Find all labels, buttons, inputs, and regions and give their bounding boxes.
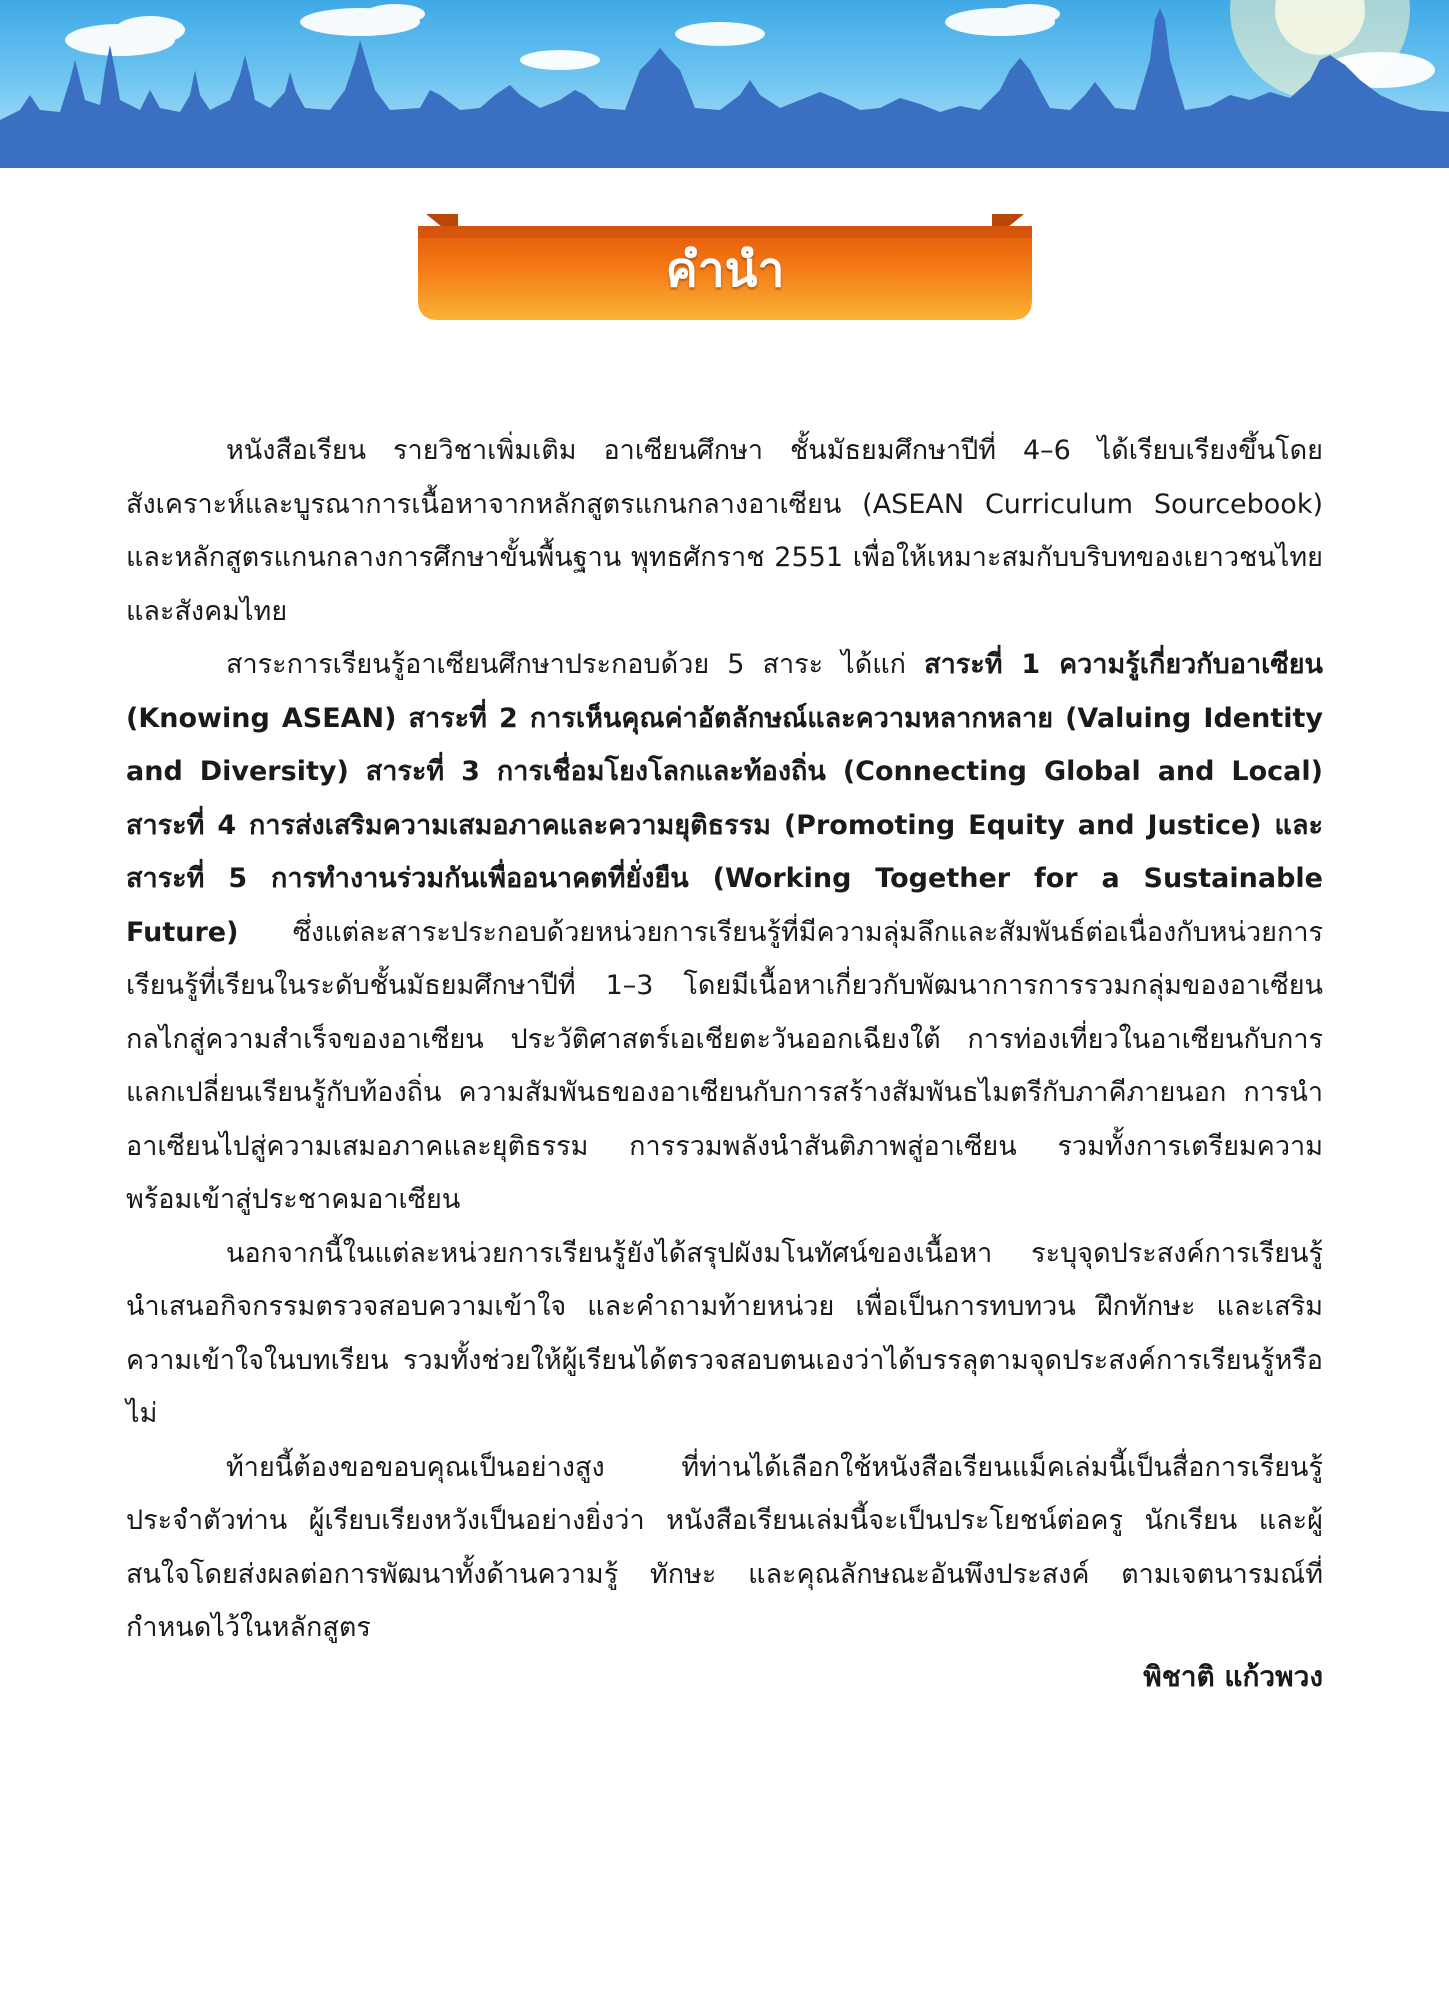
paragraph-4: ท้ายนี้ต้องขอขอบคุณเป็นอย่างสูง ที่ท่านได้เลือกใช้หนังสือเรียนแม็คเล่มนี้เป็นสื่อการเรียนรู้ประจำตัวท่าน ผู้เรียบเรียงหวังเป็นอย่างยิ่งว่า หนังสือเรียนเล่มนี้จะเป็นประโยชน์ต่อครู นักเรียน และผู้สนใจโดยส่งผลต่อการพัฒนาทั้งด้านความรู้ ทักษะ และคุณลักษณะอันพึงประสงค์ ตามเจตนารมณ์ที่กำหนดไว้ในหลักสูตร: [126, 1451, 1323, 1643]
header-banner: [0, 0, 1449, 168]
paragraph-1: หนังสือเรียน รายวิชาเพิ่มเติม อาเซียนศึกษา ชั้นมัธยมศึกษาปีที่ 4–6 ได้เรียบเรียงขึ้นโดยสังเคราะห์และบูรณาการเนื้อหาจากหลักสูตรแกนกลางอาเซียน (ASEAN Curriculum Sourcebook) และหลักสูตรแกนกลางการศึกษาขั้นพื้นฐาน พุทธศักราช 2551 เพื่อให้เหมาะสมกับบริบทของเยาวชนไทยและสังคมไทย: [126, 435, 1323, 627]
asean-skyline-illustration: [0, 0, 1449, 168]
foreword-body: [126, 424, 1323, 1655]
author-signature: พิชาติ แก้วพวง: [1143, 1660, 1323, 1693]
title-ribbon: [418, 212, 1032, 324]
paragraph-2-strands: สาระที่ 1 ความรู้เกี่ยวกับอาเซียน (Knowing ASEAN) สาระที่ 2 การเห็นคุณค่าอัตลักษณ์และความหลากหลาย (Valuing Identity and Diversity) สาระที่ 3 การเชื่อมโยงโลกและท้องถิ่น (Connecting Global and Local) สาระที่ 4 การส่งเสริมความเสมอภาคและความยุติธรรม (Promoting Equity and Justice) และสาระที่ 5 การทำงานร่วมกันเพื่ออนาคตที่ยั่งยืน (Working Together for a Sustainable Future): [126, 649, 1324, 948]
paragraph-2-rest: ซึ่งแต่ละสาระประกอบด้วยหน่วยการเรียนรู้ที่มีความลุ่มลึกและสัมพันธ์ต่อเนื่องกับหน่วยการเรียนรู้ที่เรียนในระดับชั้นมัธยมศึกษาปีที่ 1–3 โดยมีเนื้อหาเกี่ยวกับพัฒนาการการรวมกลุ่มของอาเซียน กลไกสู่ความสำเร็จของอาเซียน ประวัติศาสตร์เอเชียตะวันออกเฉียงใต้ การท่องเที่ยวในอาเซียนกับการแลกเปลี่ยนเรียนรู้กับท้องถิ่น ความสัมพันธของอาเซียนกับการสร้างสัมพันธไมตรีกับภาคีภายนอก การนำอาเซียนไปสู่ความเสมอภาคและยุติธรรม การรวมพลังนำสันติภาพสู่อาเซียน รวมทั้งการเตรียมความพร้อมเข้าสู่ประชาคมอาเซียน: [126, 916, 1323, 1215]
paragraph-2-intro: สาระการเรียนรู้อาเซียนศึกษาประกอบด้วย 5 สาระ ได้แก่: [226, 649, 925, 680]
paragraph-3: นอกจากนี้ในแต่ละหน่วยการเรียนรู้ยังได้สรุปผังมโนทัศน์ของเนื้อหา ระบุจุดประสงค์การเรียนรู้ นำเสนอกิจกรรมตรวจสอบความเข้าใจ และคำถามท้ายหน่วย เพื่อเป็นการทบทวน ฝึกทักษะ และเสริมความเข้าใจในบทเรียน รวมทั้งช่วยให้ผู้เรียนได้ตรวจสอบตนเองว่าได้บรรลุตามจุดประสงค์การเรียนรู้หรือไม่: [126, 1237, 1323, 1429]
paragraph-2: [126, 638, 1323, 1227]
page-title: คำนำ: [665, 242, 785, 298]
